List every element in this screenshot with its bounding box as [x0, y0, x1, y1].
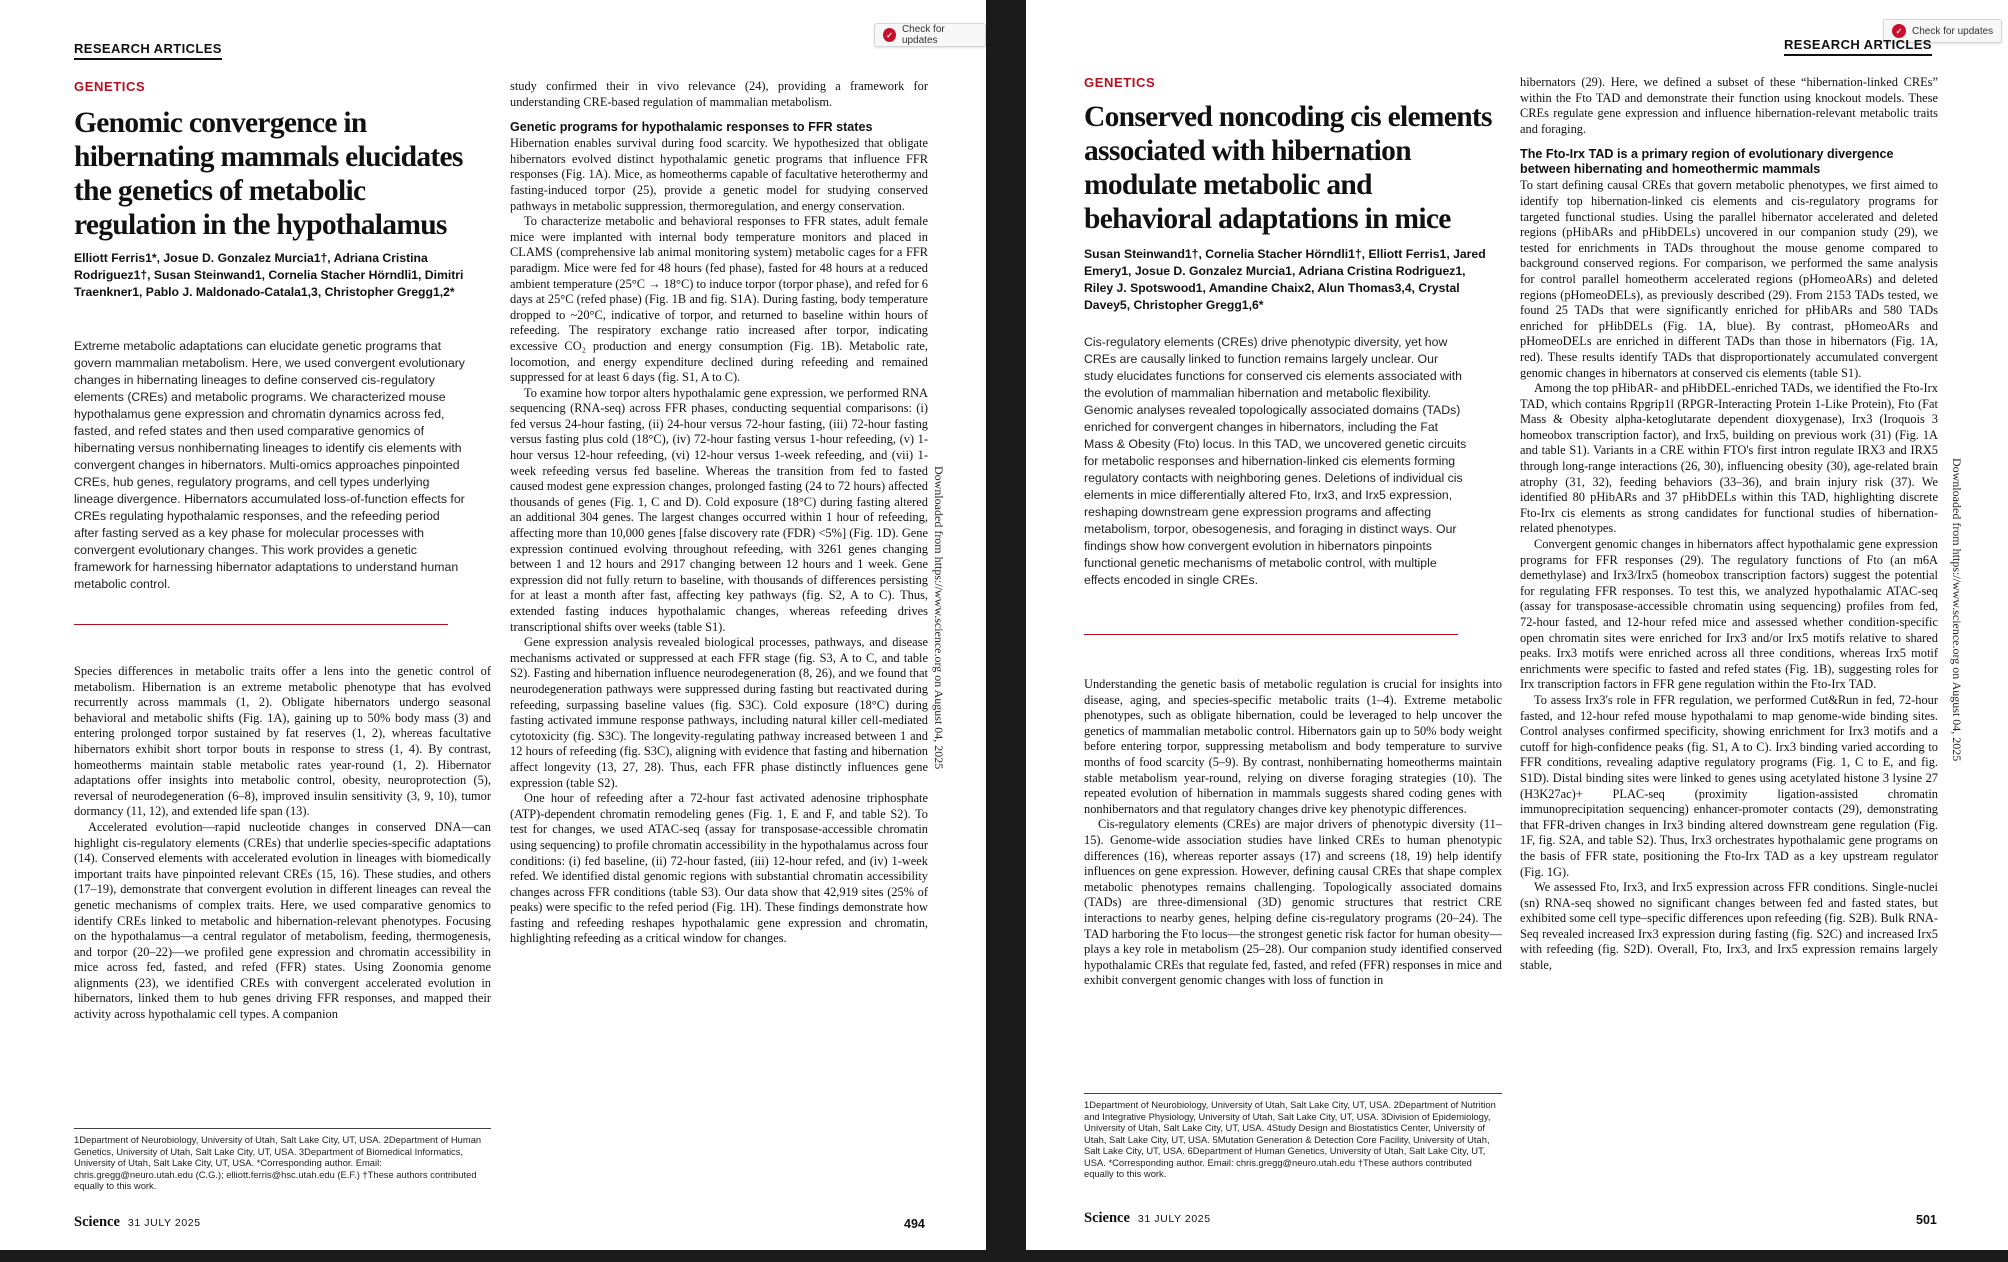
journal-footer	[74, 1214, 201, 1231]
abstract: Cis-regulatory elements (CREs) drive phenotypic diversity, yet how CREs are causally linked to function remains largely unclear. Our study elucidates functions for conserved cis elements associated with the evolution of mammalian hibernation and metabolic flexibility. Genomic analyses revealed topologically associated domains (TADs) enriched for convergent changes in hibernators, including the Fat Mass & Obesity (Fto) locus. In this TAD, we uncovered genetic circuits for metabolic responses and hibernation-linked cis elements forming regulatory contacts with neighboring genes. Deletions of individual cis elements in mice differentially altered Fto, Irx3, and Irx5 expression, reshaping downstream gene expression programs and affecting metabolism, torpor, obesogenesis, and foraging in distinct ways. Our findings show how convergent evolution in hibernators pinpoints functional genetic mechanisms of metabolic control, with multiple effects encoded in single CREs.	[1084, 335, 1467, 587]
download-notice: Downloaded from https://www.science.org on August 04, 2025	[1950, 458, 1964, 762]
paragraph: One hour of refeeding after a 72-hour fast activated adenosine triphosphate (ATP)-dependent chromatin remodeling genes (Fig. 1, E and F, and table S2). To test for changes, we used ATAC-seq (assay for transposase-accessible chromatin using sequencing) to profile chromatin accessibility in the hypothalamus across four conditions: (i) fed baseline, (ii) 72-hour fasted, (iii) 12-hour refed, and (iv) 1-week refed. We identified distal genomic regions with substantial chromatin accessibility changes across FFR conditions (table S3). Our data show that 42,919 sites (25% of peaks) were specific to the refed period (Fig. 1H). These findings demonstrate how fasting and refeeding reshapes hypothalamic gene expression and chromatin, highlighting refeeding as a critical window for changes.	[510, 791, 928, 946]
affiliations-footnote: 1Department of Neurobiology, University of Utah, Salt Lake City, UT, USA. 2Department of Nutrition and Integrative Physiology, University of Utah, Salt Lake City, UT, USA. 3Division of Epidemiology, University of Utah, Salt Lake City, UT, USA. 4Study Design and Biostatistics Center, University of Utah, Salt Lake City, UT, USA. 5Mutation Generation & Detection Core Facility, University of Utah, Salt Lake City, UT, USA. 6Department of Human Genetics, University of Utah, Salt Lake City, UT, USA. *Corresponding author. Email: chris.gregg@neuro.utah.edu †These authors contributed equally to this work.	[1084, 1093, 1502, 1180]
paragraph: To start defining causal CREs that govern metabolic phenotypes, we first aimed to identify top hibernation-linked cis elements and cis-regulatory programs for targeted functional studies. Using the parallel hibernator accelerated and deleted regions (pHibARs and pHibDELs) uncovered in our companion study (29), we tested for enrichments in TADs throughout the mouse genome compared to background conserved regions. For comparison, we performed the same analysis for control parallel homeotherm accelerated regions (pHomeoARs) and deleted regions (pHomeoDELs), as previously described (29). From 2153 TADs tested, we found 25 TADs that were significantly enriched for pHibARs and 580 TADs enriched for pHibDELs (Fig. 1A, blue). By contrast, pHomeoARs and pHomeoDELs are enriched in different TADs than those in hibernators (Fig. 1A, red). These results identify TADs that disproportionately accumulated convergent genomic changes in hibernators at conserved cis elements (table S1).	[1520, 178, 1938, 380]
body-column-2	[510, 79, 928, 1199]
paragraph: Cis-regulatory elements (CREs) are major drivers of phenotypic diversity (11–15). Genome-wide association studies have linked CREs to human phenotypic differences (16), whereas reporter assays (17) and screens (18, 19) help identify influences on gene expression. However, defining causal CREs that shape complex metabolic phenotypes remains challenging. Topologically associated domains (TADs) are three-dimensional (3D) genomic structures that restrict CRE interactions to nearby genes, helping define cis-regulatory programs (20–24). The TAD harboring the Fto locus—the strongest genetic risk factor for human obesity—plays a key role in metabolism (25–28). Our companion study identified conserved hypothalamic CREs that regulate fed, fasted, and refed (FFR) responses in mice and exhibit convergent genomic changes with loss of function in	[1084, 817, 1502, 988]
abstract: Extreme metabolic adaptations can elucidate genetic programs that govern mammalian metabolism. Here, we used convergent evolutionary changes in hibernating lineages to define conserved cis-regulatory elements (CREs) and metabolic programs. We characterized mouse hypothalamus gene expression and chromatin dynamics across fed, fasted, and refed states and then used comparative genomics of hibernating versus nonhibernating lineages to identify cis elements with convergent changes in hibernators. Multi-omics approaches pinpointed CREs, hub genes, regulatory programs, and cell types underlying lineage divergence. Hibernators accumulated loss-of-function effects for CREs regulating hypothalamic responses, and the refeeding period after fasting served as a key phase for molecular processes with convergent evolutionary changes. This work provides a genetic framework for harnessing hibernator adaptations to understand human metabolic control.	[74, 339, 465, 591]
paragraph: Species differences in metabolic traits offer a lens into the genetic control of metabolism. Hibernation is an extreme metabolic phenotype that has evolved recurrently across mammals (1, 2). Obligate hibernators undergo seasonal behavioral and metabolic shifts (Fig. 1A), gaining up to 50% body mass (3) and entering prolonged torpor sustained by fat reserves (1, 2), whereas facultative hibernators exhibit short torpor bouts in response to stress (1, 4). By contrast, homeotherms maintain stable metabolic rates year-round (1, 2). Hibernator adaptations offer insights into metabolic control, obesity, neuroprotection (5), reversal of neurodegeneration (6–8), improved insulin sensitivity (3, 9, 10), tumor dormancy (11, 12), and extended life span (13).	[74, 664, 491, 819]
check-for-updates-label: Check for updates	[901, 24, 945, 46]
issue-date: 31 JULY 2025	[127, 1217, 201, 1229]
author-list: Susan Steinwand1†, Cornelia Stacher Hörndli1†, Elliott Ferris1, Jared Emery1, Josue D. Gonzalez Murcia1, Adriana Cristina Rodriguez1, Riley J. Spotswood1, Amandine Chaix2, Alun Thomas3,4, Crystal Davey5, Christopher Gregg1,6*	[1084, 247, 1486, 312]
author-list: Elliott Ferris1*, Josue D. Gonzalez Murcia1†, Adriana Cristina Rodriguez1†, Susan Steinwand1, Cornelia Stacher Hörndli1, Dimitri Traenkner1, Pablo J. Maldonado-Catala1,3, Christopher Gregg1,2*	[74, 251, 464, 299]
body-column-1	[74, 664, 491, 1124]
viewer-gutter	[986, 0, 1026, 1262]
paragraph: hibernators (29). Here, we defined a subset of these “hibernation-linked CREs” within the Fto TAD and demonstrate their function using knockout models. These CREs regulate gene expression and influence hibernation-relevant metabolic traits and foraging.	[1520, 75, 1938, 136]
body-column-1	[1084, 677, 1502, 1089]
genre-label: GENETICS	[1084, 75, 1156, 90]
abstract-divider	[1084, 634, 1458, 635]
article-title: Genomic convergence in hibernating mammals elucidates the genetics of metabolic regulation in the hypothalamus	[74, 107, 463, 241]
paragraph: To characterize metabolic and behavioral responses to FFR states, adult female mice were implanted with internal body temperature monitors and placed in CLAMS (comprehensive lab animal monitoring system) metabolic cages for a FFR paradigm. Mice were fed for 48 hours (fed phase), fasted for 48 hours at a reduced ambient temperature (25°C → 18°C) to induce torpor (torpor phase), and refed for 6 days at 25°C (refed phase) (Fig. 1B and fig. S1A). During fasting, body temperature dropped to ~20°C, indicative of torpor, and returned to baseline within hours of refeeding. The respiratory exchange ratio increased after torpor, indicating excessive CO₂ production and energy consumption (Fig. 1B). Metabolic rate, locomotion, and energy expenditure declined during refeeding and remained suppressed for at least 6 days (fig. S1, A to C).	[510, 214, 928, 385]
section-heading: The Fto-Irx TAD is a primary region of evolutionary divergence between hibernating and homeothermic mammals	[1520, 147, 1894, 177]
page-number: 501	[1916, 1213, 1937, 1227]
paragraph: To assess Irx3's role in FFR regulation, we performed Cut&Run in fed, 72-hour fasted, and 12-hour refed mouse hypothalami to map genome-wide binding sites. Control analyses confirmed specificity, showing enrichment for Irx3 motifs and a cutoff for high-confidence peaks (fig. S1, A to C). Irx3 binding varied according to FFR conditions, revealing adaptive regulatory programs (Fig. 1, C to E, and fig. S1D). Distal binding sites were linked to genes using acetylated histone 3 lysine 27 (H3K27ac)+ PLAC-seq (proximity ligation-assisted chromatin immunoprecipitation sequencing) enhancer-promoter contacts (29), demonstrating that FFR-driven changes in Irx3 binding altered downstream gene regulation (Fig. 1F, fig. S2A, and table S2). Thus, Irx3 orchestrates hypothalamic gene programs on the basis of FFR state, positioning the Fto-Irx TAD as a key upstream regulator (Fig. 1G).	[1520, 692, 1938, 879]
paragraph: Accelerated evolution—rapid nucleotide changes in conserved DNA—can highlight cis-regulatory elements (CREs) that underlie species-specific adaptations (14). Conserved elements with accelerated evolution in lineages with biomedically important traits have pinpointed relevant CREs (15, 16). These studies, and others (17–19), demonstrate that convergent evolution in different lineages can reveal the genetic mechanisms of complex traits. Here, we used comparative genomics to identify CREs linked to metabolic and hibernation-relevant phenotypes. Focusing on the hypothalamus—a central regulator of metabolism, feeding, thermogenesis, and torpor (20–22)—we profiled gene expression and chromatin accessibility in mice across fed, fasted, and refed (FFR) states. Using Zoonomia genome alignments (23), we identified CREs with convergent accelerated evolution in hibernators, linked them to hub genes driving FFR responses, and mapped their activity across hypothalamic cell types. A companion	[74, 819, 491, 1022]
section-heading: Genetic programs for hypothalamic responses to FFR states	[510, 120, 873, 135]
affiliations-footnote: 1Department of Neurobiology, University of Utah, Salt Lake City, UT, USA. 2Department of Human Genetics, University of Utah, Salt Lake City, UT, USA. 3Department of Biomedical Informatics, University of Utah, Salt Lake City, UT, USA. *Corresponding author. Email: chris.gregg@neuro.utah.edu (C.G.); elliott.ferris@hsc.utah.edu (E.F.) †These authors contributed equally to this work.	[74, 1128, 491, 1192]
body-column-2	[1520, 75, 1938, 1205]
paragraph: We assessed Fto, Irx3, and Irx5 expression across FFR conditions. Single-nuclei (sn) RNA-seq showed no significant changes between fed and fasted states, but exhibited some cell type–specific differences upon refeeding (fig. S2B). Bulk RNA-Seq revealed increased Irx3 expression during fasting (fig. S2C) and increased Irx5 with refeeding (fig. S2D). Overall, Fto, Irx3, and Irx5 expression remains largely stable,	[1520, 880, 1938, 973]
download-notice: Downloaded from https://www.science.org on August 04, 2025	[932, 466, 946, 770]
check-for-updates-icon: ✓	[1892, 24, 1906, 38]
journal-name: Science	[1084, 1210, 1130, 1226]
paragraph: study confirmed their in vivo relevance (24), providing a framework for understanding CRE-based regulation of mammalian metabolism.	[510, 79, 928, 109]
article-title: Conserved noncoding cis elements associated with hibernation modulate metabolic and behavioral adaptations in mice	[1084, 101, 1492, 235]
paragraph: Understanding the genetic basis of metabolic regulation is crucial for insights into disease, aging, and species-specific metabolic traits (1–4). Extreme metabolic phenotypes, such as obligate hibernation, could be leveraged to help uncover the genetics of mammalian metabolic control. Hibernators gain up to 50% body weight before entering torpor, suppressing metabolism and body temperature to survive months of food scarcity (5–9). By contrast, nonhibernating homeotherms maintain stable metabolism year-round, relying on diverse foraging strategies (10). The repeated evolution of hibernation in mammals suggests shared coding genes with nonhibernators and that regulatory changes drive key phenotypic differences.	[1084, 677, 1502, 816]
paragraph: Among the top pHibAR- and pHibDEL-enriched TADs, we identified the Fto-Irx TAD, which contains Rpgrip1l (RPGR-Interacting Protein 1-Like Protein), Fto (Fat Mass & Obesity alpha-ketoglutarate dependent dioxygenase), Irx3 (Iroquois 3 homeobox transcription factor), and Irx5, building on previous work (31) (Fig. 1A and table S1). Variants in a CRE within FTO's first intron regulate IRX3 and IRX5 through long-range interactions (26, 30), influencing obesity (30), age-related brain atrophy (31, 32), feeding behaviors (33–36), and brain injury risk (37). We identified 80 pHibARs and 37 pHibDELs within this TAD, highlighting discrete Fto-Irx cis elements as strong candidates for functional studies of hibernation-related phenotypes.	[1520, 381, 1938, 536]
page-501	[1026, 0, 2008, 1250]
section-label: RESEARCH ARTICLES	[1784, 37, 1932, 56]
paragraph: Hibernation enables survival during food scarcity. We hypothesized that obligate hibernators evolved distinct hypothalamic genetic programs that influence FFR responses (Fig. 1A). Mice, as homeotherms capable of facultative heterothermy and fasting-induced torpor (25), provide a genetic model for studying conserved pathways in metabolic suppression, thermoregulation, and energy conservation.	[510, 136, 928, 213]
journal-footer	[1084, 1210, 1211, 1227]
abstract-divider	[74, 624, 448, 625]
page-494	[0, 0, 986, 1250]
paragraph: To examine how torpor alters hypothalamic gene expression, we performed RNA sequencing (RNA-seq) across FFR phases, conducting sequential comparisons: (i) fed versus 24-hour fasting, (ii) 24-hour versus 72-hour fasting, (iii) 72-hour fasting versus fasting plus cold (18°C), (iv) 72-hour fasting versus 1-hour refeeding, (v) 1-hour versus 12-hour refeeding, (vi) 12-hour versus 1-week refeeding, and (vii) 1-week refeeding versus fed baseline. Whereas the transition from fed to fasted caused modest gene expression changes, prolonged fasting (24 to 72 hours) affected thousands of genes (Fig. 1, C and D). Cold exposure (18°C) during fasting altered an additional 304 genes. The largest changes occurred within 1 hour of refeeding, affecting more than 10,000 genes [false discovery rate (FDR) <5%] (Fig. 1D). Gene expression continued evolving throughout refeeding, with 3261 genes changing between 1 and 12 hours and 2917 changing between 12 hours and 1 week. Gene expression did not fully return to baseline, with thousands of differences persisting for at least a month after fast, affecting key pathways (fig. S2, A to C). Thus, extended fasting induces hypothalamic changes, whereas refeeding drives transcriptional shifts over weeks (table S1).	[510, 385, 928, 634]
paragraph: Convergent genomic changes in hibernators affect hypothalamic gene expression programs for FFR responses (29). The regulatory functions of Fto (an m6A demethylase) and Irx3/Irx5 (homeobox transcription factors) suggest the potential for regulating FFR responses. To test this, we analyzed hypothalamic ATAC-seq (assay for transposase-accessible chromatin using sequencing) profiles from fed, 72-hour fasted, and 12-hour refed mice and assessed whether condition-specific open chromatin sites were enriched for Irx3 and/or Irx5 motifs relative to shared peaks. Irx3 motifs were enriched across all three conditions, whereas Irx5 motif enrichments were specific to fasted and refed states (Fig. 1B), suggesting roles for Irx transcription factors in FFR gene regulation within the Fto-Irx TAD.	[1520, 537, 1938, 692]
section-label: RESEARCH ARTICLES	[74, 41, 222, 60]
check-for-updates-label: Check for updates	[1912, 25, 1994, 37]
paragraph: Gene expression analysis revealed biological processes, pathways, and disease mechanisms activated or suppressed at each FFR stage (fig. S3, A to C, and table S2). Fasting and hibernation influence neurodegeneration (8, 26), and we found that neurodegeneration pathways were suppressed during fasting but reactivated during refeeding, surpassing baseline values (fig. S3C). Cold exposure (18°C) during fasting activated immune response pathways, including natural killer cell-mediated cytotoxicity (fig. S3C). The longevity-regulating pathway increased between 1 and 12 hours of refeeding (fig. S3C), aligning with evidence that fasting and hibernation affect longevity (13, 27, 28). Thus, each FFR phase distinctly influences gene expression (table S2).	[510, 635, 928, 790]
check-for-updates-button[interactable]	[874, 23, 986, 47]
check-for-updates-icon: ✓	[883, 28, 896, 42]
journal-name: Science	[74, 1214, 120, 1230]
page-number: 494	[904, 1217, 925, 1231]
issue-date: 31 JULY 2025	[1137, 1213, 1211, 1225]
genre-label: GENETICS	[74, 79, 146, 94]
